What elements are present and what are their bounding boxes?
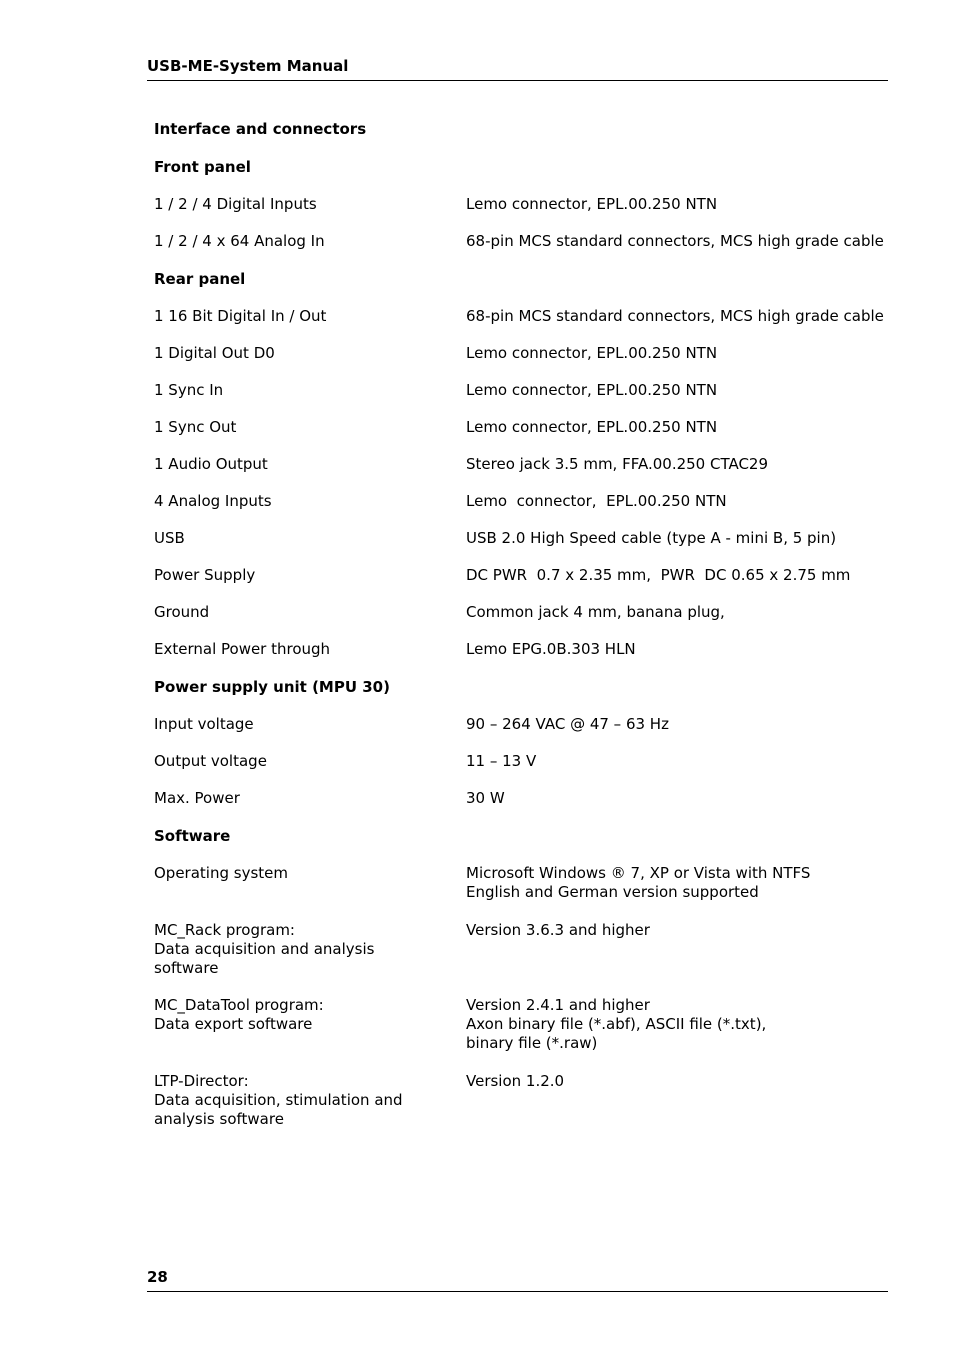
spec-value [466, 996, 888, 1053]
spec-row [154, 921, 888, 978]
spec-label [154, 864, 466, 902]
spec-label: 1 / 2 / 4 x 64 Analog In [154, 232, 325, 250]
spec-value-line: Version 3.6.3 and higher [466, 921, 650, 939]
section-title-power-supply: Power supply unit (MPU 30) [154, 678, 390, 696]
spec-label [154, 996, 466, 1053]
spec-value: Common jack 4 mm, banana plug, [466, 603, 725, 621]
spec-label: Power Supply [154, 566, 256, 584]
spec-row [154, 492, 888, 511]
page-header [147, 56, 888, 81]
spec-value: Lemo connector, EPL.00.250 NTN [466, 418, 718, 436]
spec-value-line: Version 1.2.0 [466, 1072, 565, 1090]
section-title-front-panel: Front panel [154, 158, 251, 176]
spec-value-line: Axon binary file (*.abf), ASCII file (*.txt), [466, 1015, 767, 1033]
spec-value [466, 864, 888, 902]
section-title-software: Software [154, 827, 231, 845]
spec-label: 4 Analog Inputs [154, 492, 272, 510]
spec-label: 1 Sync In [154, 381, 224, 399]
section-title-interface: Interface and connectors [154, 120, 367, 138]
spec-label-line: analysis software [154, 1110, 284, 1128]
spec-label: Input voltage [154, 715, 254, 733]
spec-value-line: English and German version supported [466, 883, 759, 901]
spec-value: 30 W [466, 789, 505, 807]
spec-value: Lemo connector, EPL.00.250 NTN [466, 381, 718, 399]
spec-value: Lemo connector, EPL.00.250 NTN [466, 344, 718, 362]
spec-value: 68-pin MCS standard connectors, MCS high grade cable [466, 307, 884, 325]
spec-label: Max. Power [154, 789, 240, 807]
spec-label: USB [154, 529, 185, 547]
spec-label: 1 / 2 / 4 Digital Inputs [154, 195, 317, 213]
spec-value [466, 1072, 888, 1129]
spec-row [154, 529, 888, 548]
spec-row [154, 603, 888, 622]
spec-label-line: LTP-Director: [154, 1072, 249, 1090]
page-footer [147, 1267, 888, 1292]
spec-label [154, 921, 466, 978]
spec-value: Lemo EPG.0B.303 HLN [466, 640, 636, 658]
spec-row [154, 566, 888, 585]
manual-title: USB-ME-System Manual [147, 57, 349, 75]
spec-value: 68-pin MCS standard connectors, MCS high grade cable [466, 232, 884, 250]
spec-label-line: Data acquisition, stimulation and [154, 1091, 403, 1109]
spec-row [154, 195, 888, 214]
spec-row [154, 864, 888, 902]
spec-label [154, 1072, 466, 1129]
spec-value: DC PWR 0.7 x 2.35 mm, PWR DC 0.65 x 2.75 mm [466, 566, 851, 584]
spec-row [154, 996, 888, 1053]
spec-label-line: Data acquisition and analysis [154, 940, 375, 958]
spec-label: Output voltage [154, 752, 267, 770]
spec-label-line: Operating system [154, 864, 288, 882]
spec-content [154, 119, 888, 1129]
spec-label-line: Data export software [154, 1015, 313, 1033]
spec-label: External Power through [154, 640, 331, 658]
spec-label-line: MC_Rack program: [154, 921, 295, 939]
spec-row [154, 1072, 888, 1129]
spec-label: 1 Audio Output [154, 455, 268, 473]
spec-row [154, 789, 888, 808]
spec-row [154, 455, 888, 474]
spec-label: Ground [154, 603, 210, 621]
spec-value [466, 921, 888, 978]
spec-row [154, 418, 888, 437]
spec-value-line: Microsoft Windows ® 7, XP or Vista with NTFS [466, 864, 811, 882]
spec-value-line: binary file (*.raw) [466, 1034, 598, 1052]
spec-row [154, 752, 888, 771]
page-number: 28 [147, 1268, 168, 1286]
spec-label: 1 Digital Out D0 [154, 344, 275, 362]
spec-row [154, 232, 888, 251]
spec-row [154, 640, 888, 659]
spec-label: 1 16 Bit Digital In / Out [154, 307, 327, 325]
spec-label-line: MC_DataTool program: [154, 996, 324, 1014]
spec-label-line: software [154, 959, 219, 977]
spec-value: Stereo jack 3.5 mm, FFA.00.250 CTAC29 [466, 455, 769, 473]
spec-value: 11 – 13 V [466, 752, 537, 770]
spec-value-line: Version 2.4.1 and higher [466, 996, 650, 1014]
spec-row [154, 381, 888, 400]
spec-value: Lemo connector, EPL.00.250 NTN [466, 492, 727, 510]
spec-value: Lemo connector, EPL.00.250 NTN [466, 195, 718, 213]
section-title-rear-panel: Rear panel [154, 270, 246, 288]
spec-row [154, 715, 888, 734]
spec-label: 1 Sync Out [154, 418, 237, 436]
spec-row [154, 344, 888, 363]
spec-value: USB 2.0 High Speed cable (type A - mini B, 5 pin) [466, 529, 837, 547]
spec-value: 90 – 264 VAC @ 47 – 63 Hz [466, 715, 669, 733]
spec-row [154, 307, 888, 326]
